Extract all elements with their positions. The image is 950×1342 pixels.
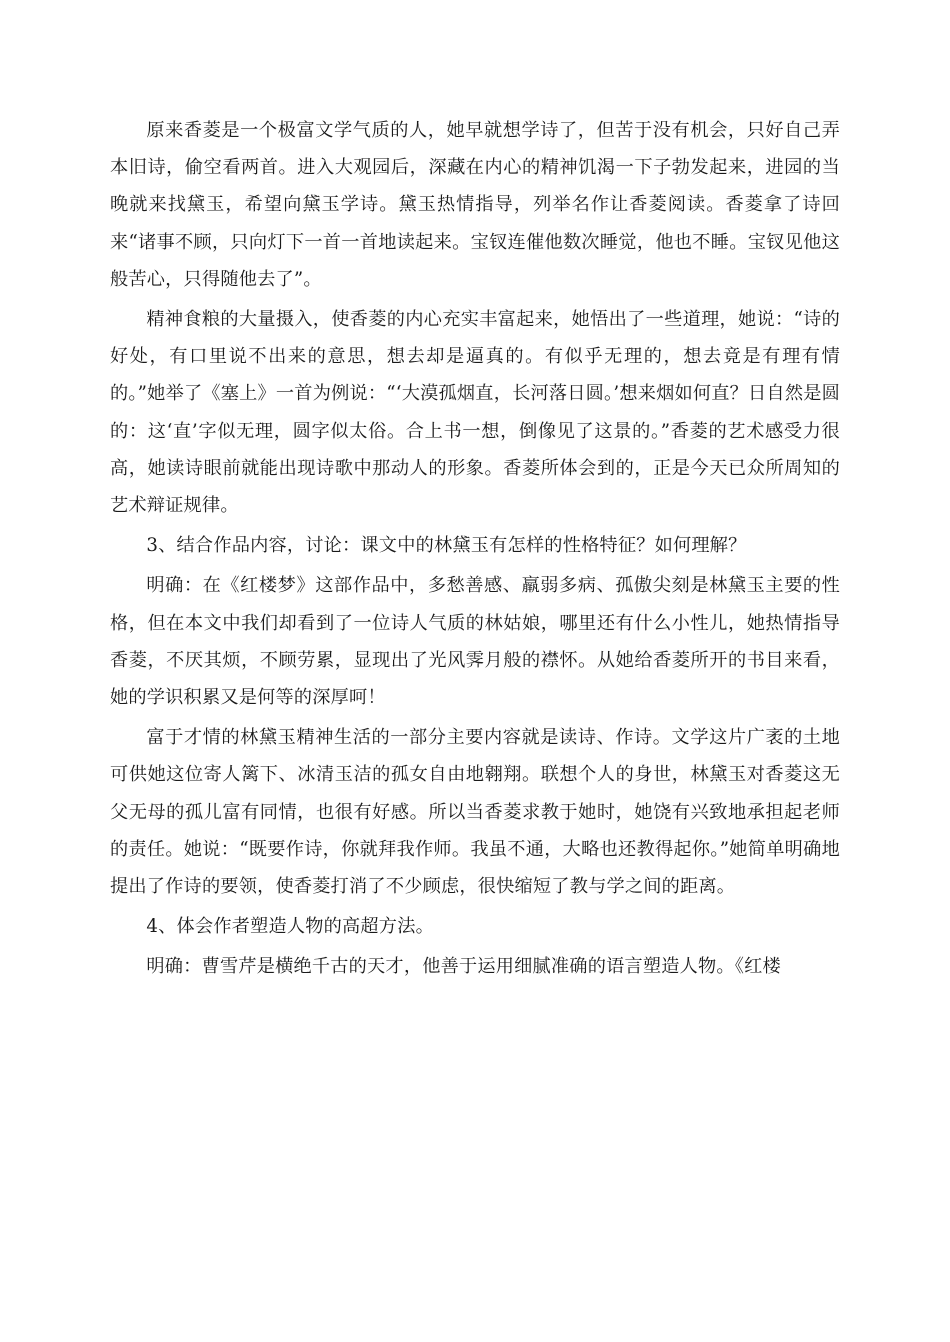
question-3-heading: 3、结合作品内容，讨论：课文中的林黛玉有怎样的性格特征？如何理解？ — [146, 535, 747, 557]
paragraph-xiangling-background: 原来香菱是一个极富文学气质的人，她早就想学诗了，但苦于没有机会，只好自己弄本旧诗，偷空看两首。进入大观园后，深藏在内心的精神饥渴一下子勃发起来，进园的当晚就来找黛玉，希望向黛玉学诗。黛玉热情指导，列举名作让香菱阅读。香菱拿了诗回来“诸事不顾，只向灯下一首一首地读起来。宝钗连催他数次睡觉，他也不睡。宝钗见他这般苦心，只得随他去了”。 — [110, 120, 840, 290]
question-4-heading: 4、体会作者塑造人物的高超方法。 — [146, 916, 434, 938]
document-body — [110, 112, 840, 986]
paragraph-xiangling-insight: 精神食粮的大量摄入，使香菱的内心充实丰富起来，她悟出了一些道理，她说：“诗的好处，有口里说不出来的意思，想去却是逼真的。有似乎无理的，想去竟是有理有情的。”她举了《塞上》一首为例说：“‘大漠孤烟直，长河落日圆。’想来烟如何直？日自然是圆的：这‘直’字似无理，圆字似太俗。合上书一想，倒像见了这景的。”香菱的艺术感受力很高，她读诗眼前就能出现诗歌中那动人的形象。香菱所体会到的，正是今天已众所周知的艺术辩证规律。 — [110, 309, 840, 517]
answer-4-paragraph: 明确：曹雪芹是横绝千古的天才，他善于运用细腻准确的语言塑造人物。《红楼 — [146, 956, 781, 978]
answer-3-paragraph-2: 富于才情的林黛玉精神生活的一部分主要内容就是读诗、作诗。文学这片广袤的土地可供她这位寄人篱下、冰清玉洁的孤女自由地翱翔。联想个人的身世，林黛玉对香菱这无父无母的孤儿富有同情，也很有好感。所以当香菱求教于她时，她饶有兴致地承担起老师的责任。她说：“既要作诗，你就拜我作师。我虽不通，大略也还教得起你。”她简单明确地提出了作诗的要领，使香菱打消了不少顾虑，很快缩短了教与学之间的距离。 — [110, 727, 840, 898]
answer-3-paragraph-1: 明确：在《红楼梦》这部作品中，多愁善感、羸弱多病、孤傲尖刻是林黛玉主要的性格，但在本文中我们却看到了一位诗人气质的林姑娘，哪里还有什么小性儿，她热情指导香菱，不厌其烦，不顾劳累，显现出了光风霁月般的襟怀。从她给香菱所开的书目来看，她的学识积累又是何等的深厚呵！ — [110, 575, 840, 709]
